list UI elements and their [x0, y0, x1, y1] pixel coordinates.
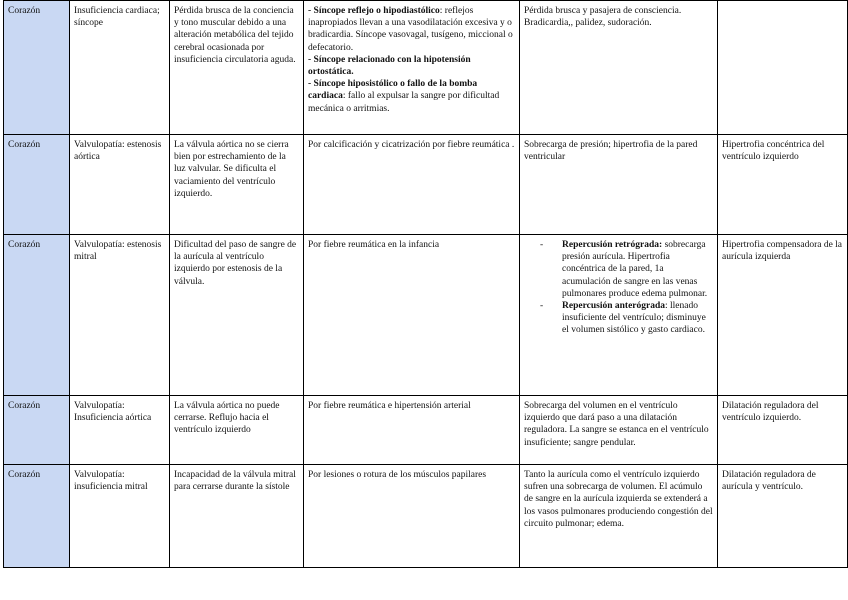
table-row — [4, 235, 848, 396]
condition-cell: Valvulopatía: insuficiencia mitral — [70, 465, 170, 568]
condition-cell: Valvulopatía: Insuficiencia aórtica — [70, 396, 170, 465]
cause-cell: Por calcificación y cicatrización por fiebre reumática . — [304, 135, 520, 235]
effect-cell: Sobrecarga del volumen en el ventrículo izquierdo que dará paso a una dilatación reguladora. La sangre se estanca en el ventrículo insuficiente; sangre pendular. — [520, 396, 718, 465]
organ-cell: Corazón — [4, 135, 70, 235]
organ-cell: Corazón — [4, 235, 70, 396]
pathology-table — [3, 0, 848, 568]
list-item: - Repercusión retrógrada: sobrecarga presión aurícula. Hipertrofia concéntrica de la pared, 1a acumulación de sangre en las venas pulmonares produce edema pulmonar. — [562, 239, 713, 300]
organ-cell: Corazón — [4, 1, 70, 135]
cause-item: - Síncope relacionado con la hipotensión ortostática. — [308, 54, 471, 78]
definition-cell: Incapacidad de la válvula mitral para cerrarse durante la sístole — [170, 465, 304, 568]
table-row — [4, 135, 848, 235]
adaptation-cell: Dilatación reguladora de aurícula y ventrículo. — [718, 465, 848, 568]
list-item: - Repercusión anterógrada: llenado insuficiente del ventrículo; disminuye el volumen sistólico y gasto cardiaco. — [562, 300, 713, 337]
cause-item: - Síncope hiposistólico o fallo de la bomba cardiaca: fallo al expulsar la sangre por dificultad mecánica o arritmias. — [308, 79, 500, 114]
table-row — [4, 465, 848, 568]
adaptation-cell — [718, 1, 848, 135]
effect-cell — [520, 235, 718, 396]
cause-cell: Por fiebre reumática e hipertensión arterial — [304, 396, 520, 465]
condition-cell: Valvulopatía: estenosis aórtica — [70, 135, 170, 235]
definition-cell: Dificultad del paso de sangre de la aurícula al ventrículo izquierdo por estenosis de la válvula. — [170, 235, 304, 396]
cause-cell: Por fiebre reumática en la infancia — [304, 235, 520, 396]
condition-cell: Valvulopatía: estenosis mitral — [70, 235, 170, 396]
condition-cell: Insuficiencia cardiaca; síncope — [70, 1, 170, 135]
table-row — [4, 1, 848, 135]
adaptation-cell: Hipertrofia compensadora de la aurícula izquierda — [718, 235, 848, 396]
effect-list — [524, 239, 713, 337]
organ-cell: Corazón — [4, 396, 70, 465]
definition-cell: La válvula aórtica no se cierra bien por estrechamiento de la luz valvular. Se dificulta el vaciamiento del ventrículo izquierdo. — [170, 135, 304, 235]
cause-cell — [304, 1, 520, 135]
effect-cell: Sobrecarga de presión; hipertrofia de la pared ventricular — [520, 135, 718, 235]
effect-cell: Tanto la aurícula como el ventrículo izquierdo sufren una sobrecarga de volumen. El acúmulo de sangre en la aurícula izquierda se extenderá a los vasos pulmonares produciendo congestión del circuito pulmonar; edema. — [520, 465, 718, 568]
adaptation-cell: Hipertrofia concéntrica del ventrículo izquierdo — [718, 135, 848, 235]
organ-cell: Corazón — [4, 465, 70, 568]
table-row — [4, 396, 848, 465]
adaptation-cell: Dilatación reguladora del ventrículo izquierdo. — [718, 396, 848, 465]
definition-cell: La válvula aórtica no puede cerrarse. Reflujo hacia el ventrículo izquierdo — [170, 396, 304, 465]
effect-cell: Pérdida brusca y pasajera de consciencia. Bradicardia,, palidez, sudoración. — [520, 1, 718, 135]
definition-cell: Pérdida brusca de la conciencia y tono muscular debido a una alteración metabólica del tejido cerebral ocasionada por insuficiencia circulatoria aguda. — [170, 1, 304, 135]
cause-item: - Síncope reflejo o hipodiastólico: reflejos inapropiados llevan a una vasodilatación excesiva y o bradicardia. Síncope vasovagal, tusígeno, miccional o defecatorio. — [308, 6, 513, 53]
cause-cell: Por lesiones o rotura de los músculos papilares — [304, 465, 520, 568]
